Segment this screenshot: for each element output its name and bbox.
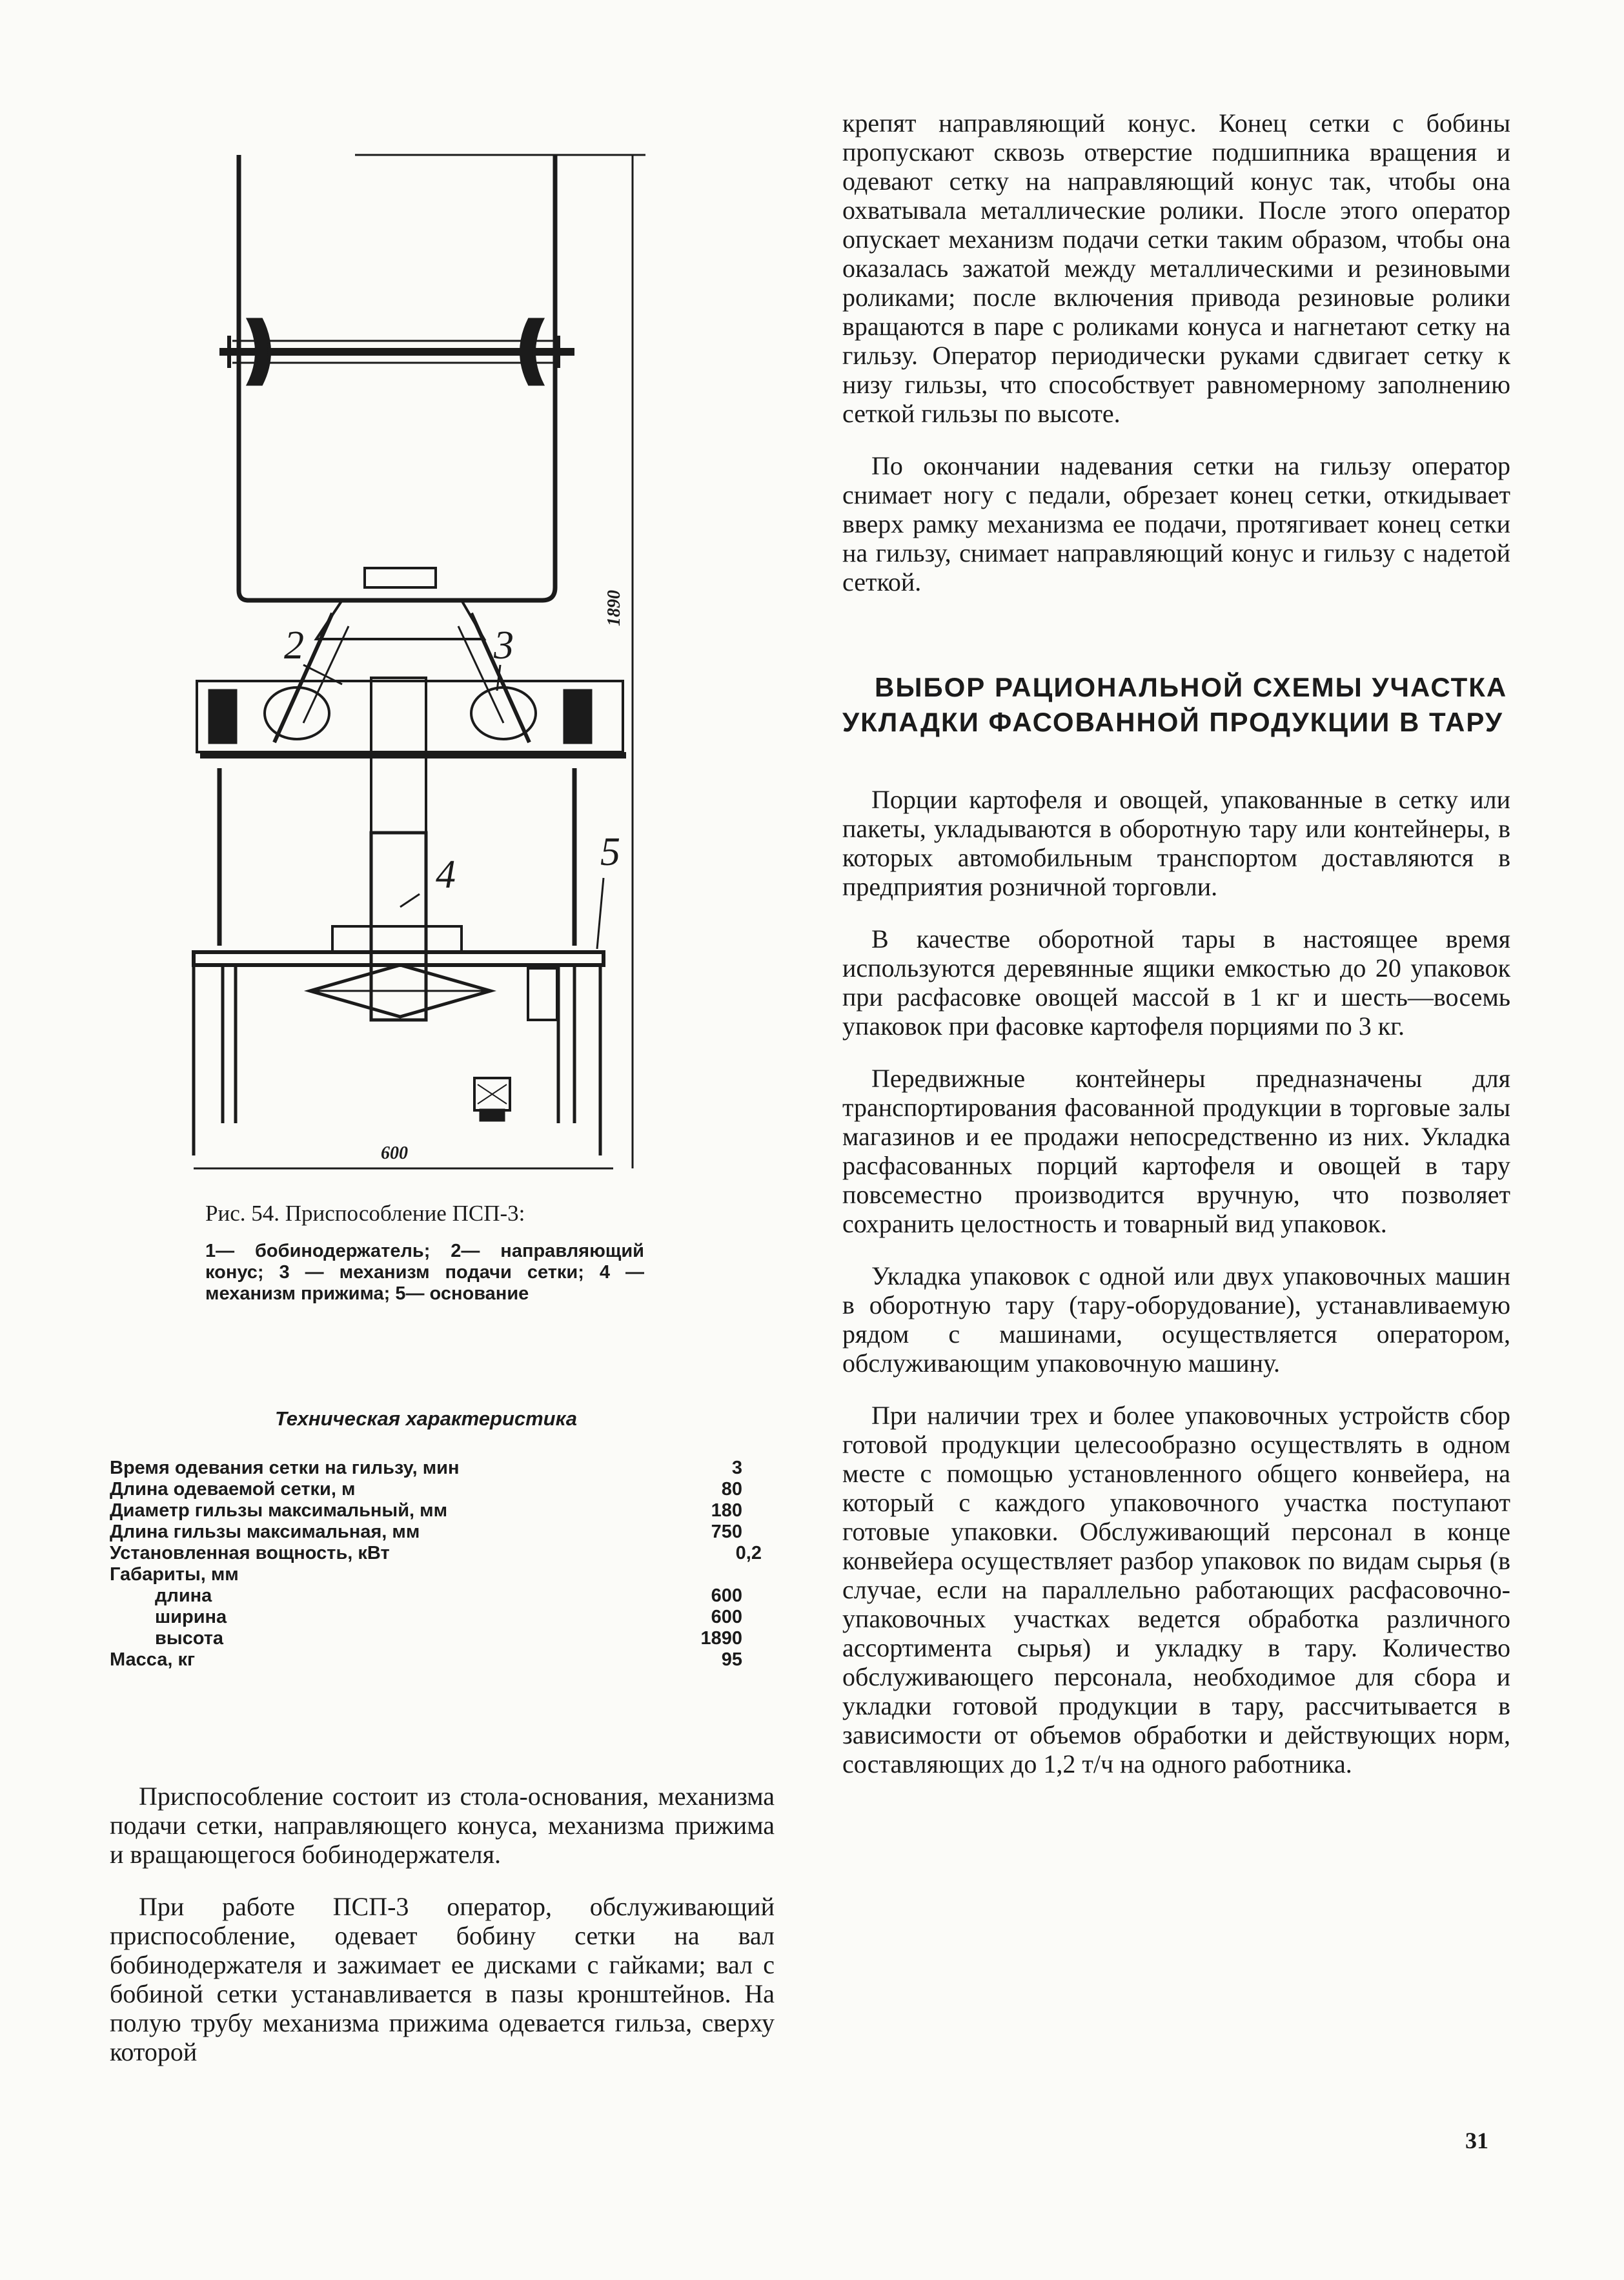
- spec-row: Габариты, мм: [110, 1564, 239, 1585]
- spec-row: длина 600: [155, 1585, 742, 1606]
- paragraph: При работе ПСП-3 оператор, обслуживающий приспособление, одевает бобину сетки на вал бобинодержателя и зажимает ее дисками с гайками; вал с бобиной сетки устанавливается в пазы кронштейнов. На полую трубу механизма прижима одевается гильза, сверху которой: [110, 1892, 775, 2066]
- section-heading: ВЫБОР РАЦИОНАЛЬНОЙ СХЕМЫ УЧАСТКА УКЛАДКИ ФАСОВАННОЙ ПРОДУКЦИИ В ТАРУ: [842, 672, 1508, 737]
- technical-specs: [110, 1407, 762, 1671]
- left-body-text: [110, 1782, 775, 2090]
- paragraph: По окончании надевания сетки на гильзу оператор снимает ногу с педали, обрезает конец сетки, откидывает вверх рамку механизма ее подачи, протягивает конец сетки на гильзу, снимает направляющий конус и гильзу с надетой сеткой.: [842, 451, 1510, 596]
- dim-height-label: 1890: [604, 590, 624, 626]
- spec-row: Длина гильзы максимальная, мм 750: [110, 1522, 742, 1542]
- paragraph: При наличии трех и более упаковочных устройств сбор готовой продукции целесообразно осуществлять в одном месте с помощью установленного общего конвейера, на который с каждого упаковочного участка поступают готовые упаковки. Обслуживающий персонал в конце конвейера осуществляет разбор упаковок по видам сырья (в случае, если на параллельно работающих расфасовочно-упаковочных участках ведется обработка различного ассортимента сырья) и укладку в тару. Количество обслуживающего персонала, необходимое для сбора и укладки готовой продукции в тару, рассчитывается в зависимости от объемов обработки и действующих норм, составляющих до 1,2 т/ч на одного работника.: [842, 1401, 1510, 1778]
- spec-row: высота 1890: [155, 1628, 742, 1649]
- caption-title: Рис. 54. Приспособление ПСП-3:: [205, 1201, 525, 1226]
- spec-row: Масса, кг 95: [110, 1649, 742, 1670]
- spec-row: Установленная вощность, кВт 0,2: [110, 1543, 762, 1563]
- spec-row: ширина 600: [155, 1607, 742, 1627]
- paragraph: Передвижные контейнеры предназначены для транспортирования фасованной продукции в торговые залы магазинов и ее продажи непосредственно из них. Укладка расфасованных порций картофеля и овощей в тару повсеместно производится вручную, что позволяет сохранить целостность и товарный вид упаковок.: [842, 1064, 1510, 1238]
- paragraph: крепят направляющий конус. Конец сетки с бобины пропускают сквозь отверстие подшипника вращения и одевают сетку на направляющий конус так, чтобы она охватывала металлические ролики. После этого оператор опускает механизм подачи сетки таким образом, чтобы она оказалась зажатой между металлическими и резиновыми роликами; после включения привода резиновые ролики вращаются в паре с роликами конуса и нагнетают сетку на гильзу. Оператор периодически руками сдвигает сетку к низу гильзы, что способствует равномерному заполнению сеткой гильзы по высоте.: [842, 108, 1510, 428]
- paragraph: Укладка упаковок с одной или двух упаковочных машин в оборотную тару (тару-оборудование), устанавливаемую рядом с машинами, осуществляется оператором, обслуживающим упаковочную машину.: [842, 1261, 1510, 1378]
- page-number: 31: [1465, 2128, 1488, 2153]
- figure-label-5: 5: [600, 830, 620, 874]
- figure-psp3-drawing: [110, 123, 775, 1188]
- paragraph: Порции картофеля и овощей, упакованные в сетку или пакеты, укладываются в оборотную тару или контейнеры, в которых автомобильным транспортом доставляются в предприятия розничной торговли.: [842, 785, 1510, 901]
- dim-width-label: 600: [381, 1143, 408, 1163]
- paragraph: В качестве оборотной тары в настоящее время используются деревянные ящики емкостью до 20 упаковок при расфасовке овощей массой в 1 кг и шесть—восемь упаковок при фасовке картофеля порциями по 3 кг.: [842, 924, 1510, 1041]
- figure-label-3: 3: [494, 624, 514, 667]
- spec-row: Длина одеваемой сетки, м 80: [110, 1479, 742, 1500]
- specs-title: Техническая характеристика: [275, 1407, 577, 1430]
- figure-caption: [205, 1201, 644, 1305]
- spec-row: Время одевания сетки на гильзу, мин 3: [110, 1458, 742, 1478]
- caption-legend: 1— бобинодержатель; 2— направляющий конус; 3 — механизм подачи сетки; 4 — механизм прижима; 5— основание: [205, 1241, 644, 1304]
- figure-label-4: 4: [436, 853, 456, 897]
- paragraph: Приспособление состоит из стола-основания, механизма подачи сетки, направляющего конуса, механизма прижима и вращающегося бобинодержателя.: [110, 1782, 775, 1869]
- figure-label-2: 2: [284, 624, 304, 667]
- right-column: [842, 108, 1510, 1802]
- spec-row: Диаметр гильзы максимальный, мм 180: [110, 1500, 742, 1521]
